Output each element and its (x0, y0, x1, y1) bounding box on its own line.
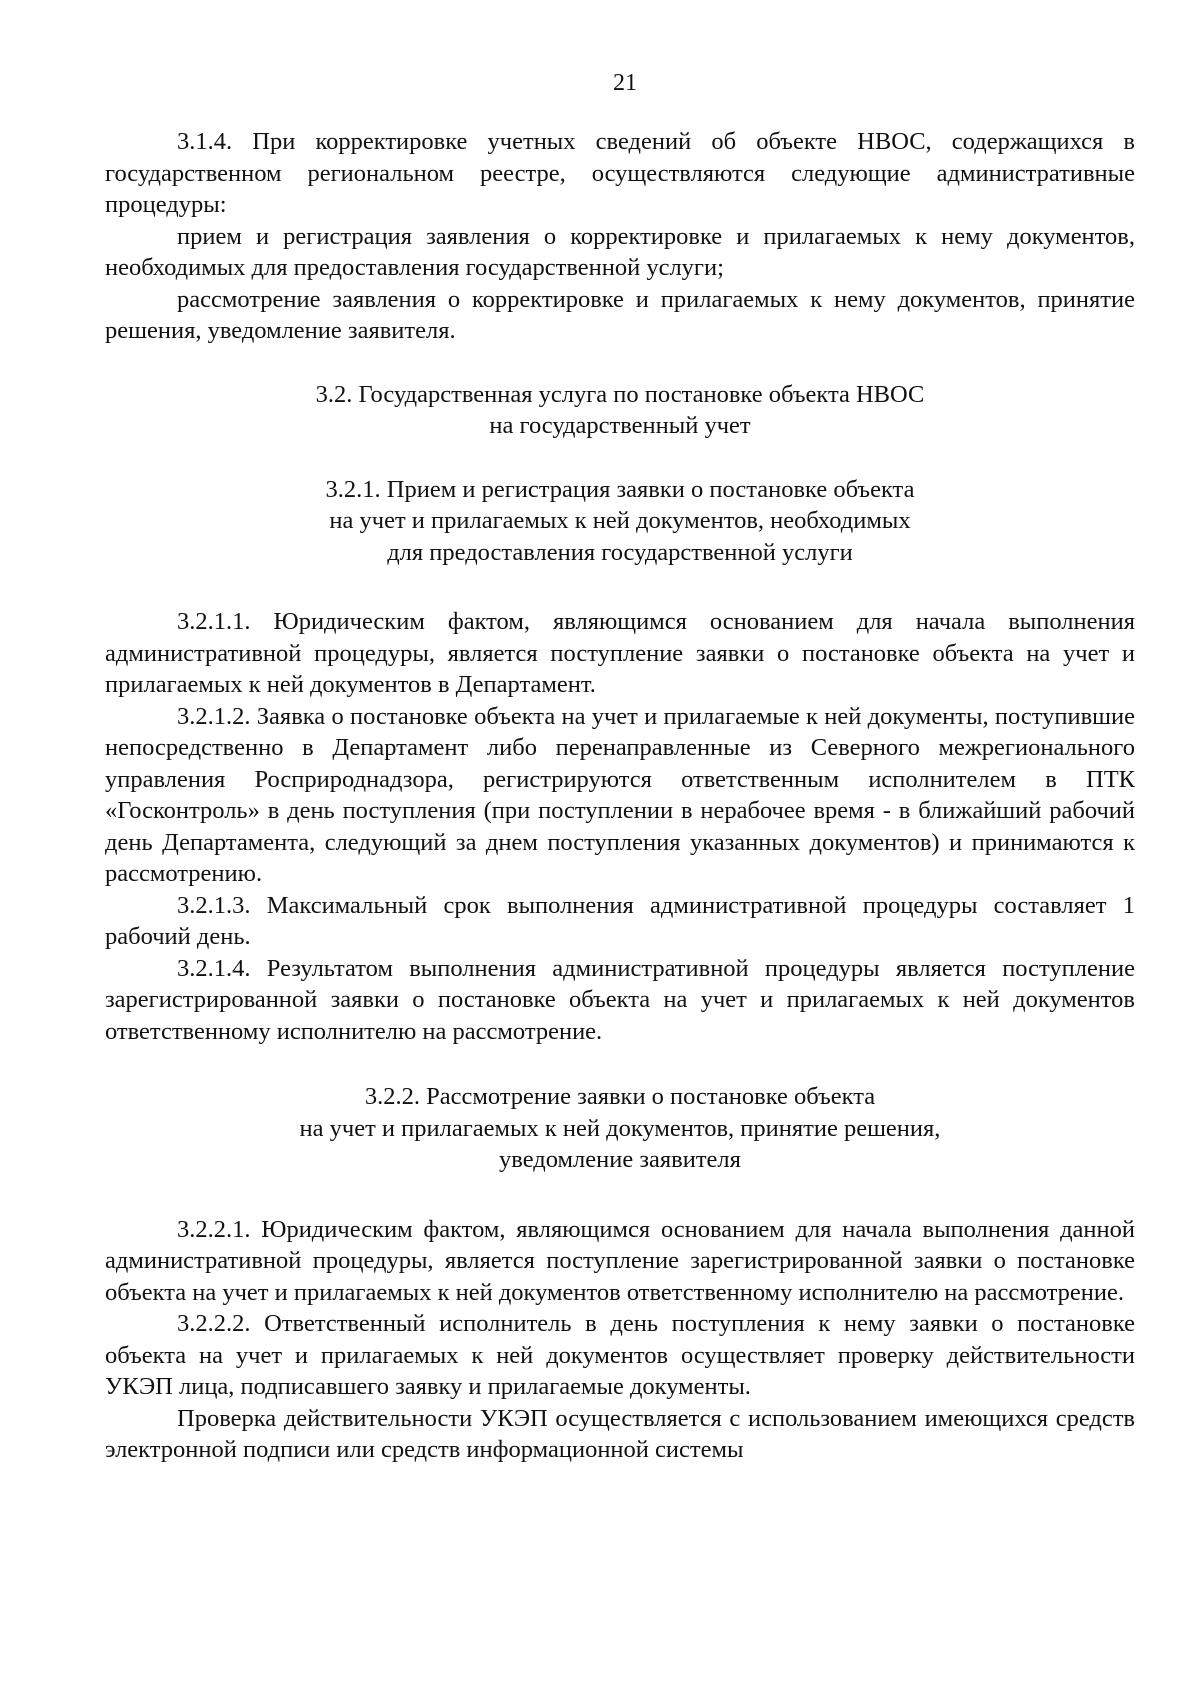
page-number: 21 (613, 70, 637, 96)
paragraph-3-2-2-2: 3.2.2.2. Ответственный исполнитель в день поступления к нему заявки о постановке объекта на учет и прилагаемых к ней документов осуществляет проверку действительности УКЭП лица, подписавшего заявку и прилагаемые документы. (105, 1310, 1135, 1400)
page-content (105, 126, 1135, 1466)
paragraph-ukep-check: Проверка действительности УКЭП осуществляется с использованием имеющихся средств электронной подписи или средств информационной системы (105, 1404, 1135, 1463)
paragraph-3-1-4-item-2: рассмотрение заявления о корректировке и прилагаемых к нему документов, принятие решения, уведомление заявителя. (105, 285, 1135, 344)
paragraph-3-1-4-intro: 3.1.4. При корректировке учетных сведений об объекте НВОС, содержащихся в государственном региональном реестре, осуществляются следующие административные процедуры: (105, 128, 1135, 218)
paragraph-3-2-1-2: 3.2.1.2. Заявка о постановке объекта на учет и прилагаемые к ней документы, поступившие непосредственно в Департамент либо перенаправленные из Северного межрегионального управления Росприроднадзора, регистрируются ответственным исполнителем в ПТК «Госконтроль» в день поступления (при поступлении в нерабочее время - в ближайший рабочий день Департамента, следующий за днем поступления указанных документов) и принимаются к рассмотрению. (105, 702, 1135, 887)
heading-3-2-line-2: на государственный учет (489, 412, 751, 439)
heading-3-2-line-1: 3.2. Государственная услуга по постановке объекта НВОС (315, 380, 925, 408)
paragraph-3-2-1-3: 3.2.1.3. Максимальный срок выполнения административной процедуры составляет 1 рабочий день. (105, 891, 1135, 950)
heading-3-2-2-line-2: на учет и прилагаемых к ней документов, принятие решения, (299, 1114, 941, 1142)
heading-3-2-2-line-1: 3.2.2. Рассмотрение заявки о постановке объекта (364, 1083, 876, 1110)
heading-3-2-2-line-3: уведомление заявителя (499, 1146, 741, 1173)
paragraph-3-2-1-4: 3.2.1.4. Результатом выполнения административной процедуры является поступление зарегистрированной заявки о постановке объекта на учет и прилагаемых к ней документов ответственному исполнителю на рассмотрение. (105, 954, 1135, 1045)
section-heading-3-2-2 (105, 1081, 1135, 1176)
heading-3-2-1-line-2: на учет и прилагаемых к ней документов, необходимых (329, 507, 911, 534)
paragraph-3-1-4-item-1: прием и регистрация заявления о корректировке и прилагаемых к нему документов, необходимых для предоставления государственной услуги; (105, 222, 1135, 281)
section-heading-3-2 (105, 379, 1135, 442)
section-heading-3-2-1 (105, 474, 1135, 569)
paragraph-3-2-2-1: 3.2.2.1. Юридическим фактом, являющимся основанием для начала выполнения данной административной процедуры, является поступление зарегистрированной заявки о постановке объекта на учет и прилагаемых к ней документов ответственному исполнителю на рассмотрение. (105, 1215, 1135, 1306)
heading-3-2-1-line-3: для предоставления государственной услуги (387, 538, 853, 566)
paragraph-3-2-1-1: 3.2.1.1. Юридическим фактом, являющимся основанием для начала выполнения административной процедуры, является поступление заявки о постановке объекта на учет и прилагаемых к ней документов в Департамент. (105, 608, 1135, 698)
heading-3-2-1-line-1: 3.2.1. Прием и регистрация заявки о постановке объекта (325, 475, 915, 503)
